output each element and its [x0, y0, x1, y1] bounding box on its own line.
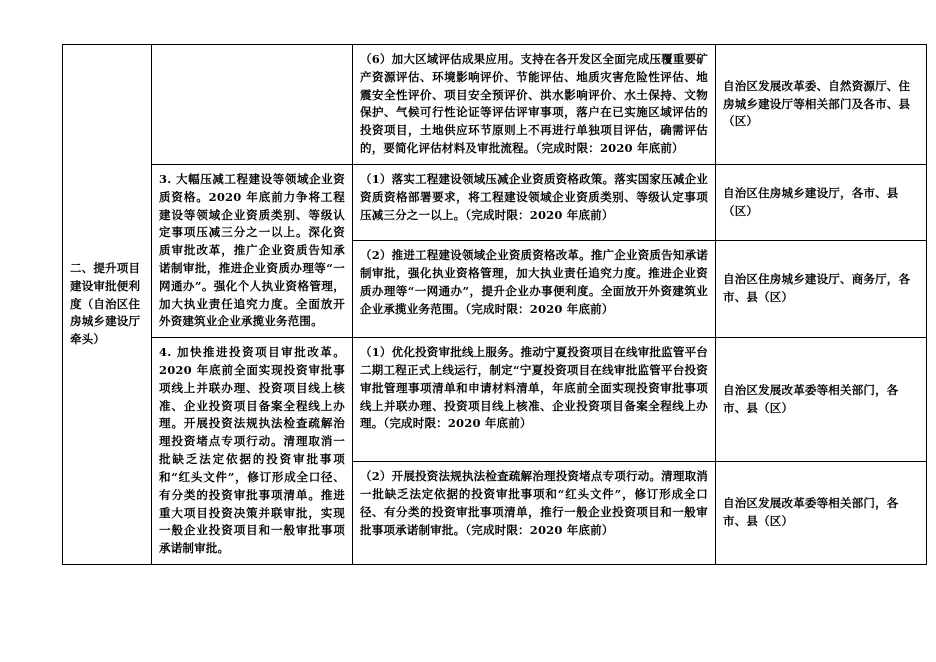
category-cell [63, 45, 152, 565]
department-text: 自治区发展改革委等相关部门，各市、县（区） [723, 382, 899, 415]
table-body [63, 45, 927, 565]
task-text: 3. 大幅压减工程建设等领域企业资质资格。2020 年底前力争将工程建设等领域企业资质类别、等级认定事项压减三分之一以上。深化资质审批改革，推广企业资质告知承诺制审批，推进企业资质办理等“一网通办”。强化个人执业资格管理，加大执业责任追究力度。全面放开外资建筑业企业承揽业务范围。 [159, 171, 345, 329]
measure-text: （1）优化投资审批线上服务。推动宁夏投资项目在线审批监管平台二期工程正式上线运行，制定“宁夏投资项目在线审批监管平台投资审批管理事项清单和申请材料清单，年底前全面实现投资审批事项线上并联办理、投资项目线上核准、企业投资项目备案全程线上办理。（完成时限：2020 年底前） [360, 345, 708, 431]
table-row [63, 338, 927, 462]
measure-text: （2）开展投资法规执法检查疏解治理投资堵点专项行动。清理取消一批缺乏法定依据的投资审批事项和“红头文件”，修订形成全口径、有分类的投资审批事项清单，推行一般企业投资项目和一般审批事项承诺制审批。（完成时限：2020 年底前） [360, 469, 708, 537]
tasks-table [62, 44, 927, 565]
department-text: 自治区发展改革委、自然资源厅、住房城乡建设厅等相关部门及各市、县（区） [723, 78, 911, 129]
department-cell [716, 462, 927, 565]
department-text: 自治区住房城乡建设厅、商务厅，各市、县（区） [723, 272, 911, 305]
category-label: 二、提升项目建设审批便利度（自治区住房城乡建设厅牵头） [70, 260, 141, 347]
measure-text: （2）推进工程建设领域企业资质资格改革。推广企业资质告知承诺制审批，强化执业资格管理，加大执业责任追究力度。推进企业资质办理等“一网通办”，提升企业办事便利度。全面放开外资建筑业企业承揽业务范围。（完成时限：2020 年底前） [360, 248, 708, 316]
task-cell [152, 164, 353, 337]
measure-text: （6）加大区域评估成果应用。支持在各开发区全面完成压覆重要矿产资源评估、环境影响评价、节能评估、地质灾害危险性评估、地震安全性评价、项目安全预评价、洪水影响评价、水土保持、文物保护、气候可行性论证等评估评审事项，落户在已实施区域评估的投资项目，土地供应环节原则上不再进行单独项目评估，确需评估的，要简化评估材料及审批流程。（完成时限：2020 年底前） [360, 52, 708, 156]
measure-text: （1）落实工程建设领域压减企业资质资格政策。落实国家压减企业资质资格部署要求，将工程建设领域企业资质类别、等级认定事项压减三分之一以上。（完成时限：2020 年底前） [360, 171, 708, 222]
department-cell [716, 241, 927, 338]
measure-cell [353, 241, 716, 338]
measure-cell [353, 338, 716, 462]
measure-cell [353, 45, 716, 165]
department-cell [716, 45, 927, 165]
table-row [63, 164, 927, 240]
department-text: 自治区住房城乡建设厅，各市、县（区） [723, 185, 899, 218]
department-cell [716, 338, 927, 462]
department-cell [716, 164, 927, 240]
measure-cell [353, 164, 716, 240]
task-cell [152, 338, 353, 565]
task-cell [152, 45, 353, 165]
measure-cell [353, 462, 716, 565]
department-text: 自治区发展改革委等相关部门，各市、县（区） [723, 496, 899, 529]
task-text: 4. 加快推进投资项目审批改革。2020 年底前全面实现投资审批事项线上并联办理、投资项目线上核准、企业投资项目备案全程线上办理。开展投资法规执法检查疏解治理投资堵点专项行动。清理取消一批缺乏法定依据的投资审批事项和“红头文件”，修订形成全口径、有分类的投资审批事项清单。推进重大项目投资决策并联审批，实现一般企业投资项目和一般审批事项承诺制审批。 [159, 345, 345, 556]
table-row [63, 45, 927, 165]
